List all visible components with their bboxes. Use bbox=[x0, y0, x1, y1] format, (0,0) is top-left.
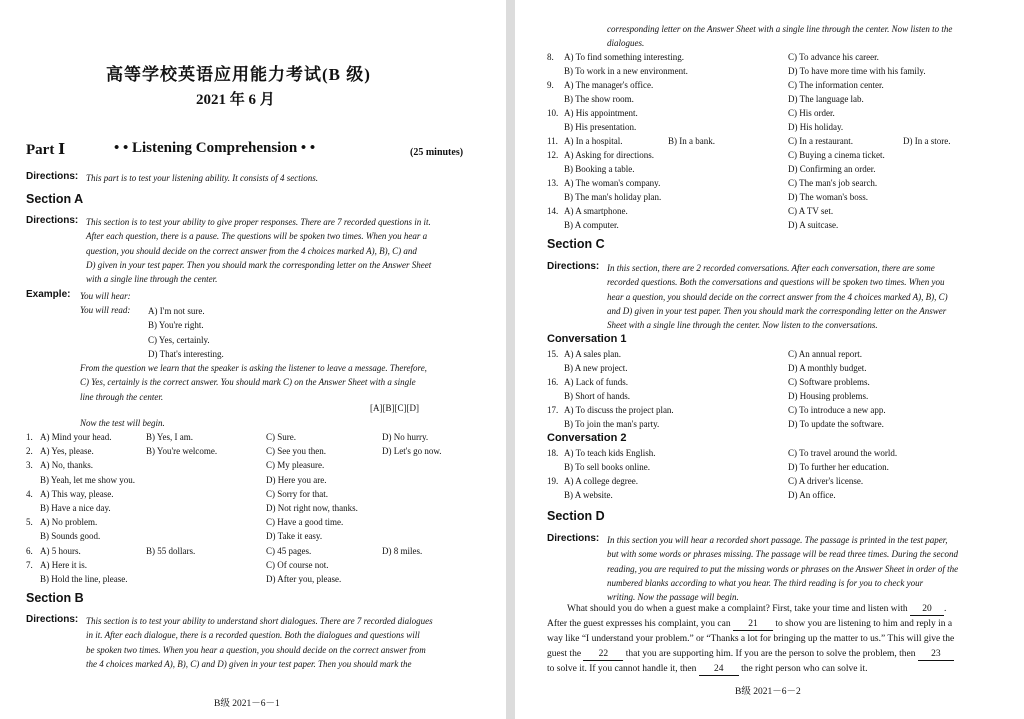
option-a: A) Mind your head. bbox=[40, 432, 112, 442]
option-c: C) To travel around the world. bbox=[788, 448, 898, 458]
question-number: 7. bbox=[26, 559, 33, 570]
exam-page-1 bbox=[0, 0, 506, 719]
passage-text: What should you do when a guest make a complaint? First, take your time and listen with bbox=[567, 604, 908, 614]
option-d: D) Take it easy. bbox=[266, 531, 323, 542]
directions-line: with a single line through the center. bbox=[86, 274, 218, 285]
directions-line: Sheet with a single line through the center. Now listen to the conversations. bbox=[607, 320, 878, 331]
explanation-line: line through the center. bbox=[80, 391, 164, 402]
directions-line: question, you should decide on the correct answer from the 4 choices marked A), B), C) and bbox=[86, 245, 417, 256]
option-b: B) 55 dollars. bbox=[146, 545, 196, 556]
question-number: 18. bbox=[547, 448, 559, 458]
option-b: B) His presentation. bbox=[564, 122, 637, 132]
question-number: 17. bbox=[547, 405, 559, 415]
option-c: C) 45 pages. bbox=[266, 545, 312, 556]
question-number: 11. bbox=[547, 136, 558, 146]
option-b: B) Yes, I am. bbox=[146, 432, 194, 442]
option-b: B) A website. bbox=[564, 490, 613, 500]
directions-line: hear a question, you should decide on the correct answer from the 4 choices marked A), B), C) bbox=[607, 291, 948, 302]
part-numeral: Part Ⅰ bbox=[26, 142, 66, 158]
directions-line: dialogues. bbox=[607, 38, 645, 49]
directions-line: This section is to test your ability to understand short dialogues. There are 7 recorded dialogues bbox=[86, 616, 433, 626]
option-c: C) Of course not. bbox=[266, 559, 329, 570]
option-a: A) Here it is. bbox=[40, 559, 87, 570]
option-d: D) Here you are. bbox=[266, 474, 327, 485]
option-c: C) Sorry for that. bbox=[266, 488, 328, 499]
conversation-1-heading: Conversation 1 bbox=[547, 333, 627, 345]
option-b: B) A computer. bbox=[564, 220, 619, 230]
option-a: A) A sales plan. bbox=[564, 349, 621, 359]
option-c: C) Software problems. bbox=[788, 377, 870, 387]
option-c: C) Buying a cinema ticket. bbox=[788, 150, 885, 160]
option-a: A) To find something interesting. bbox=[564, 52, 684, 62]
question-number: 3. bbox=[26, 460, 33, 471]
part-time: (25 minutes) bbox=[410, 147, 464, 158]
option-b: B) Hold the line, please. bbox=[40, 574, 128, 584]
example-option: B) You're right. bbox=[148, 320, 204, 331]
option-b: B) A new project. bbox=[564, 363, 628, 373]
option-a: A) 5 hours. bbox=[40, 545, 81, 556]
option-d: D) 8 miles. bbox=[382, 545, 423, 556]
option-b: B) To work in a new environment. bbox=[564, 66, 688, 76]
blank-22[interactable]: 22 bbox=[583, 649, 623, 661]
directions-line: be spoken two times. When you hear a question, you should decide on the correct answer from bbox=[86, 644, 426, 655]
option-b: B) To sell books online. bbox=[564, 462, 650, 472]
question-number: 13. bbox=[547, 178, 559, 188]
option-d: D) Not right now, thanks. bbox=[266, 503, 358, 513]
directions-line: the 4 choices marked A), B), C) and D) given in your test paper. Then you should mark the bbox=[86, 658, 412, 669]
option-d: D) To update the software. bbox=[788, 419, 884, 429]
option-b: B) Have a nice day. bbox=[40, 503, 111, 513]
option-a: A) This way, please. bbox=[40, 488, 114, 499]
option-b: B) In a bank. bbox=[668, 136, 715, 146]
option-d: D) After you, please. bbox=[266, 574, 342, 584]
option-b: B) The show room. bbox=[564, 94, 634, 104]
directions-line: writing. Now the passage will begin. bbox=[607, 592, 739, 603]
passage-line bbox=[547, 617, 954, 632]
option-c: C) To advance his career. bbox=[788, 52, 879, 62]
example-label: Example: bbox=[26, 289, 71, 300]
part-directions-text: This part is to test your listening ability. It consists of 4 sections. bbox=[86, 173, 319, 183]
blank-21[interactable]: 21 bbox=[733, 619, 773, 631]
question-number: 10. bbox=[547, 108, 559, 118]
section-d-directions bbox=[607, 533, 958, 604]
directions-line: After each question, there is a pause. The questions will be spoken two times. When you hear a bbox=[86, 231, 428, 242]
passage-text: to solve it. If you cannot handle it, then bbox=[547, 664, 697, 674]
option-b: B) To join the man's party. bbox=[564, 419, 660, 429]
question-number: 19. bbox=[547, 476, 559, 486]
test-begin-note: Now the test will begin. bbox=[80, 418, 165, 428]
option-d: D) Housing problems. bbox=[788, 391, 869, 401]
option-d: D) An office. bbox=[788, 490, 836, 500]
option-d: D) A monthly budget. bbox=[788, 363, 867, 373]
section-b-directions bbox=[86, 614, 433, 671]
option-c: C) Sure. bbox=[266, 432, 296, 442]
option-a: A) Yes, please. bbox=[40, 446, 94, 457]
passage-line bbox=[547, 647, 954, 662]
page-footer: B级 2021－6－2 bbox=[735, 687, 801, 697]
conversation-2-heading: Conversation 2 bbox=[547, 432, 627, 444]
directions-line: corresponding letter on the Answer Sheet with a single line through the center. Now listen to the bbox=[607, 24, 953, 34]
question-number: 9. bbox=[547, 80, 554, 90]
exam-date: 2021 年 6 月 bbox=[196, 92, 275, 108]
directions-line: in it. After each dialogue, there is a recorded question. Both the dialogues and questions will bbox=[86, 630, 420, 641]
example-option: A) I'm not sure. bbox=[148, 306, 205, 316]
passage-text: guest the bbox=[547, 649, 582, 659]
option-d: D) Let's go now. bbox=[382, 446, 442, 457]
question-number: 1. bbox=[26, 432, 33, 442]
option-b: B) Sounds good. bbox=[40, 531, 101, 542]
directions-line: This section is to test your ability to give proper responses. There are 7 recorded questions in it. bbox=[86, 217, 431, 227]
option-b: B) Yeah, let me show you. bbox=[40, 474, 135, 485]
section-b-directions-continued bbox=[607, 22, 952, 51]
blank-23[interactable]: 23 bbox=[918, 649, 954, 661]
option-d: D) No hurry. bbox=[382, 432, 429, 442]
option-a: A) Lack of funds. bbox=[564, 377, 628, 387]
part-directions-label: Directions: bbox=[26, 171, 79, 182]
example-option: D) That's interesting. bbox=[148, 348, 224, 359]
option-d: D) In a store. bbox=[903, 136, 951, 146]
option-c: C) A TV set. bbox=[788, 206, 834, 216]
option-b: B) You're welcome. bbox=[146, 446, 218, 457]
option-c: C) To introduce a new app. bbox=[788, 405, 886, 415]
option-b: B) Booking a table. bbox=[564, 164, 635, 174]
passage-text: to show you are listening to him and reply in a bbox=[775, 619, 953, 629]
option-d: D) Confirming an order. bbox=[788, 164, 876, 174]
option-a: A) Asking for directions. bbox=[564, 150, 654, 160]
option-d: D) To have more time with his family. bbox=[788, 66, 926, 76]
you-will-read: You will read: bbox=[80, 305, 131, 315]
section-c-directions-label: Directions: bbox=[547, 261, 600, 272]
option-d: D) To further her education. bbox=[788, 462, 889, 472]
option-a: A) To teach kids English. bbox=[564, 448, 656, 458]
option-a: A) No, thanks. bbox=[40, 460, 93, 471]
option-c: C) An annual report. bbox=[788, 349, 862, 359]
exam-title: 高等学校英语应用能力考试(B 级) bbox=[106, 65, 371, 84]
explanation-line: C) Yes, certainly is the correct answer. You should mark C) on the Answer Sheet with a single bbox=[80, 377, 416, 388]
example-options bbox=[148, 304, 224, 361]
directions-line: and D) given in your test paper. Then you should mark the corresponding letter on the Answer bbox=[607, 305, 947, 316]
section-a-heading: Section A bbox=[26, 192, 84, 206]
directions-line: recorded questions. Both the conversations and questions will be spoken two times. When you bbox=[607, 277, 945, 288]
passage-line: way like “I understand your problem.” or “Thanks a lot for bringing up the matter to us.” This will give the bbox=[547, 634, 955, 644]
option-c: C) A driver's license. bbox=[788, 476, 864, 486]
option-b: B) Short of hands. bbox=[564, 391, 630, 401]
question-number: 14. bbox=[547, 206, 559, 216]
passage-text: the right person who can solve it. bbox=[741, 664, 868, 674]
option-b: B) The man's holiday plan. bbox=[564, 192, 662, 202]
option-c: C) Have a good time. bbox=[266, 517, 344, 528]
passage-line bbox=[547, 662, 954, 677]
directions-line: reading, you are required to put the missing words or phrases on the Answer Sheet in order of the bbox=[607, 563, 959, 574]
option-c: C) In a restaurant. bbox=[788, 136, 853, 146]
directions-line: D) given in your test paper. Then you should mark the corresponding letter on the Answer Sheet bbox=[86, 259, 432, 270]
section-c-heading: Section C bbox=[547, 237, 605, 251]
answer-marks: [A][B][C][D] bbox=[370, 403, 419, 413]
passage-text: After the guest expresses his complaint, you can bbox=[547, 619, 731, 629]
option-a: A) A smartphone. bbox=[564, 206, 628, 216]
option-a: A) The woman's company. bbox=[564, 178, 661, 188]
option-d: D) His holiday. bbox=[788, 122, 844, 132]
directions-line: In this section you will hear a recorded short passage. The passage is printed in the test paper, bbox=[607, 535, 948, 545]
section-c-directions bbox=[607, 261, 948, 332]
option-d: D) The woman's boss. bbox=[788, 192, 868, 202]
question-number: 5. bbox=[26, 517, 33, 528]
part-name: • • Listening Comprehension • • bbox=[114, 140, 316, 156]
question-number: 15. bbox=[547, 349, 559, 359]
section-b-heading: Section B bbox=[26, 591, 84, 605]
option-a: A) In a hospital. bbox=[564, 136, 623, 146]
question-number: 16. bbox=[547, 377, 559, 387]
option-a: A) No problem. bbox=[40, 517, 98, 528]
option-c: C) The information center. bbox=[788, 80, 884, 90]
option-a: A) A college degree. bbox=[564, 476, 638, 486]
option-c: C) His order. bbox=[788, 108, 835, 118]
option-a: A) To discuss the project plan. bbox=[564, 405, 674, 415]
option-a: A) His appointment. bbox=[564, 108, 638, 118]
explanation-line: From the question we learn that the speaker is asking the listener to leave a message. Therefore, bbox=[80, 363, 427, 373]
question-number: 4. bbox=[26, 488, 33, 499]
option-c: C) See you then. bbox=[266, 446, 326, 457]
section-d-directions-label: Directions: bbox=[547, 533, 600, 544]
cloze-passage bbox=[547, 602, 954, 677]
you-will-hear: You will hear: bbox=[80, 291, 131, 301]
section-d-heading: Section D bbox=[547, 509, 605, 523]
exam-page-2 bbox=[515, 0, 1024, 719]
example-option: C) Yes, certainly. bbox=[148, 334, 210, 345]
section-a-directions bbox=[86, 215, 431, 286]
question-number: 2. bbox=[26, 446, 33, 457]
directions-line: but with some words or phrases missing. The passage will be read three times. During the second bbox=[607, 549, 958, 560]
example-explanation bbox=[80, 361, 427, 404]
option-a: A) The manager's office. bbox=[564, 80, 654, 90]
directions-line: In this section, there are 2 recorded conversations. After each conversation, there are some bbox=[607, 263, 935, 273]
question-number: 12. bbox=[547, 150, 559, 160]
section-b-directions-label: Directions: bbox=[26, 614, 79, 625]
option-c: C) My pleasure. bbox=[266, 460, 325, 471]
option-c: C) The man's job search. bbox=[788, 178, 878, 188]
question-number: 8. bbox=[547, 52, 554, 62]
option-d: D) The language lab. bbox=[788, 94, 864, 104]
blank-24[interactable]: 24 bbox=[699, 664, 739, 676]
section-a-directions-label: Directions: bbox=[26, 215, 79, 226]
question-number: 6. bbox=[26, 545, 33, 556]
passage-text: that you are supporting him. If you are the person to solve the problem, then bbox=[625, 649, 916, 659]
passage-line: What should you do when a guest make a complaint? First, take your time and listen with 20 . bbox=[567, 604, 947, 614]
option-d: D) A suitcase. bbox=[788, 220, 839, 230]
blank-20[interactable]: 20 bbox=[910, 604, 944, 616]
page-footer: B级 2021－6－1 bbox=[214, 699, 280, 709]
directions-line: numbered blanks according to what you hear. The third reading is for you to check your bbox=[607, 577, 924, 588]
